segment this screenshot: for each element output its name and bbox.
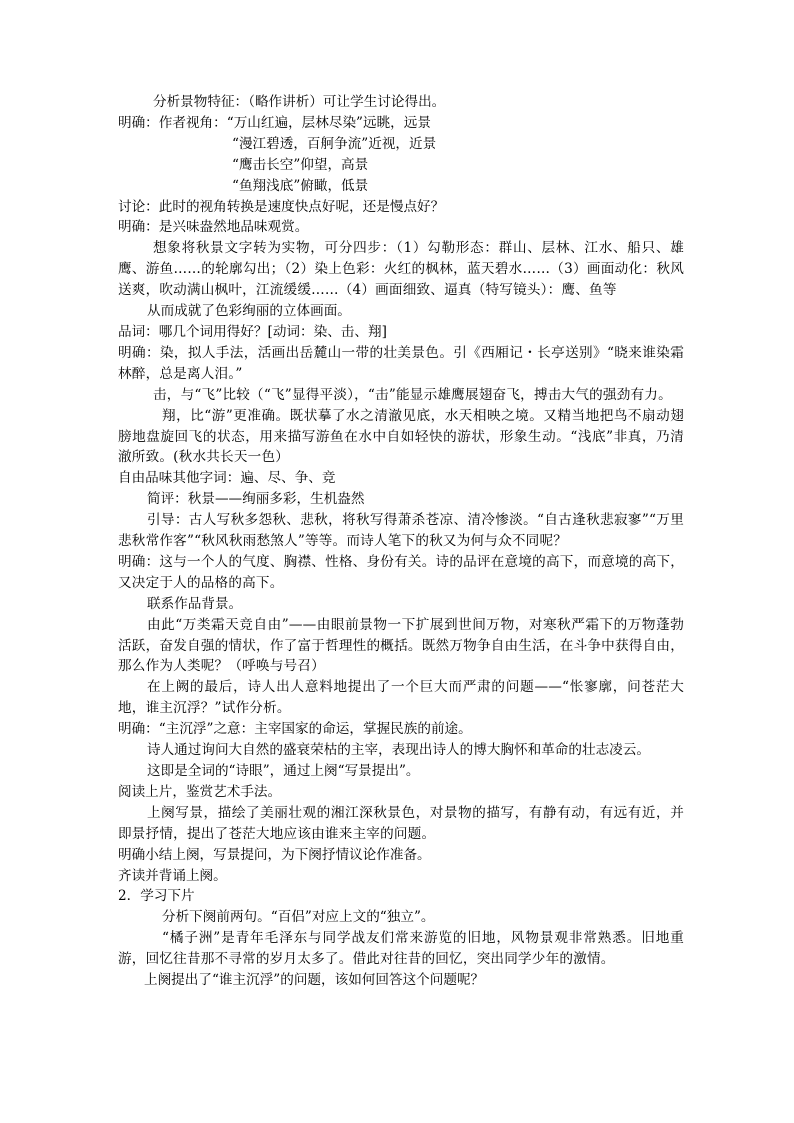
answer-zhu-chen-fu: 明确：“主沉浮”之意：主宰国家的命运，掌握民族的前途。	[118, 721, 472, 738]
answer-appreciation: 明确：是兴味盎然地品味观赏。	[118, 219, 309, 236]
guidance-autumn: 引导：古人写秋多怨秋、悲秋，将秋写得萧杀苍凉、清冷惨淡。“自古逢秋悲寂寥”“万里悲秋常作客”“秋风秋雨愁煞人”等等。而诗人笔下的秋又为何与众不同呢？	[118, 512, 684, 550]
recite-first-half: 齐读并背诵上阕。	[118, 867, 227, 884]
answer-ran: 明确：染，拟人手法，活画出岳麓山一带的壮美景色。引《西厢记・长亭送别》“晓来谁染霜林醉，总是离人泪。”	[118, 344, 684, 382]
discussion-question: 讨论：此时的视角转换是速度快点好呢，还是慢点好？	[118, 198, 445, 215]
closing-question: 上阕提出了“谁主沉浮”的问题，该如何回答这个问题呢？	[144, 972, 485, 989]
word-tasting-question: 品词：哪几个词用得好？[动词：染、击、翔]	[118, 323, 387, 340]
three-dimensional-picture: 从而成就了色彩绚丽的立体画面。	[147, 303, 351, 320]
section-heading-second-half: 2．学习下片	[118, 888, 195, 905]
perspective-near-view: “漫江碧透，百舸争流”近视，近景	[232, 135, 437, 152]
question-analysis: 在上阙的最后，诗人出人意料地提出了一个巨大而严肃的问题——“怅寥廓，问苍茫大地，谁主沉浮？”试作分析。	[118, 679, 684, 717]
poem-eye: 这即是全词的“诗眼”，通过上阕“写景提出”。	[147, 763, 420, 779]
first-half-summary: 上阕写景，描绘了美丽壮观的湘江深秋景色，对景物的描写，有静有动，有远有近，并即景抒情，提出了苍茫大地应该由谁来主宰的问题。	[118, 804, 684, 842]
free-tasting-words: 自由品味其他字词：遍、尽、争、竞	[118, 470, 336, 487]
analysis-second-half-opening: 分析下阕前两句。“百侣”对应上文的“独立”。	[162, 909, 435, 926]
poet-ambition: 诗人通过询问大自然的盛衰荣枯的主宰，表现出诗人的博大胸怀和革命的壮志凌云。	[147, 742, 650, 759]
analysis-ji: 击，与“飞”比较（“飞”显得平淡），“击”能显示雄鹰展翅奋飞，搏击大气的强劲有力。	[153, 386, 672, 403]
juzizhou-memory: “橘子洲”是青年毛泽东与同学战友们常来游览的旧地，风物景观非常熟悉。旧地重游，回忆往昔那不寻常的岁月太多了。借此对往昔的回忆，突出同学少年的激情。	[118, 930, 684, 968]
answer-author-perspective: 明确：作者视角：“万山红遍，层林尽染”远眺，远景	[118, 114, 431, 131]
analysis-scenery-features: 分析景物特征：（略作讲析）可让学生讨论得出。	[153, 94, 446, 110]
brief-comment: 简评：秋景——绚丽多彩，生机盎然	[147, 491, 365, 508]
document-page	[118, 92, 684, 991]
perspective-low-view: “鱼翔浅底”俯瞰，低景	[232, 177, 369, 194]
answer-character: 明确：这与一个人的气度、胸襟、性格、身份有关。诗的品评在意境的高下，而意境的高下，又决定于人的品格的高下。	[118, 553, 684, 591]
background-link: 联系作品背景。	[147, 595, 243, 612]
first-half-conclusion: 明确小结上阕，写景提问，为下阕抒情议论作准备。	[118, 846, 431, 863]
freedom-analysis: 由此“万类霜天竞自由”——由眼前景物一下扩展到世间万物，对寒秋严霜下的万物蓬勃活跃，奋发自强的情状，作了富于哲理性的概括。既然万物争自由生活，在斗争中获得自由，那么作为人类呢？（呼唤与号召）	[118, 616, 684, 675]
analysis-xiang: 翔，比“游”更准确。既状摹了水之清澈见底，水天相映之境。又精当地把鸟不扇动翅膀地盘旋回飞的状态，用来描写游鱼在水中自如轻快的游状，形象生动。“浅底”非真，乃清澈所致。(秋水共长天一色）	[118, 407, 684, 466]
perspective-high-view: “鹰击长空”仰望，高景	[232, 156, 369, 173]
imagine-four-steps: 想象将秋景文字转为实物，可分四步：（1）勾勒形态：群山、层林、江水、船只、雄鹰、游鱼……的轮廓勾出；（2）染上色彩：火红的枫林，蓝天碧水……（3）画面动化：秋风送爽，吹动满山枫叶，江流缓缓……（4）画面细致、逼真（特写镜头）：鹰、鱼等	[118, 240, 684, 299]
read-first-half: 阅读上片，鉴赏艺术手法。	[118, 783, 282, 800]
